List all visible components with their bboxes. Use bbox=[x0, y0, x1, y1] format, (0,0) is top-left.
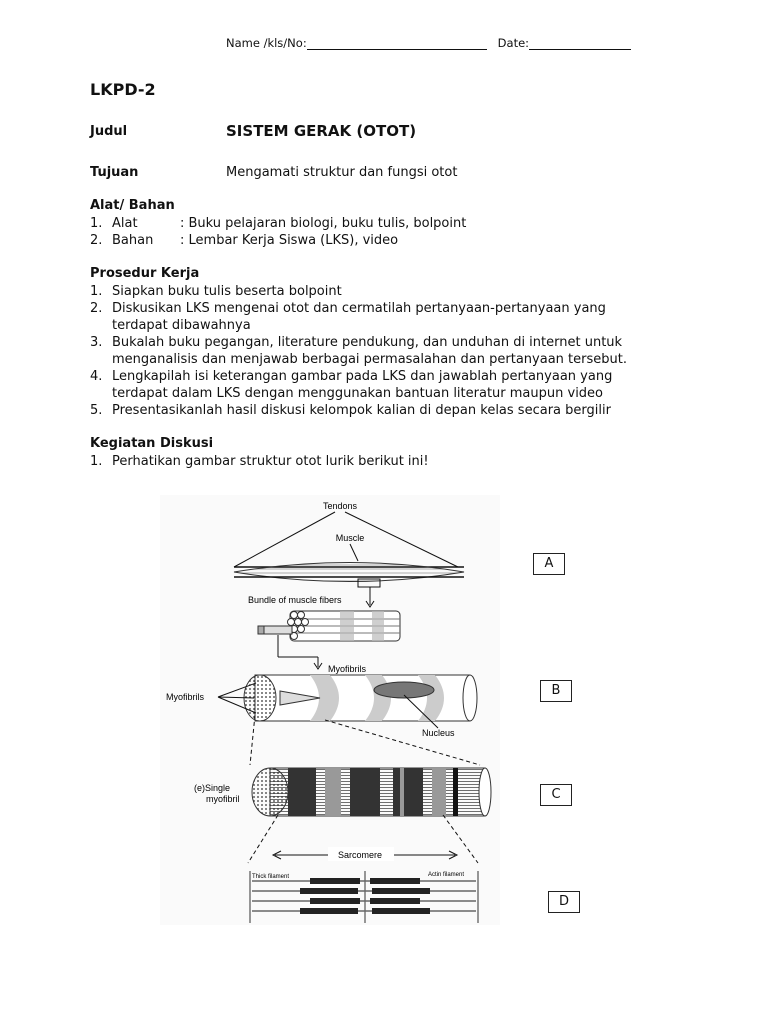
judul-value: SISTEM GERAK (OTOT) bbox=[226, 122, 417, 140]
muscle-label: Muscle bbox=[335, 533, 365, 543]
alat-bahan-heading: Alat/ Bahan bbox=[90, 198, 175, 213]
single-myofibril bbox=[252, 768, 491, 816]
list-item: 5. Presentasikanlah hasil diskusi kelompok kalian di depan kelas secara bergilir bbox=[90, 403, 611, 418]
single-myofibril-label-2: myofibril bbox=[206, 794, 240, 804]
list-item: 4. Lengkapilah isi keterangan gambar pada LKS dan jawablah pertanyaan yang terdapat dalam LKS dengan menggunakan bantuan literatur maupun video bbox=[90, 369, 613, 401]
list-item: 3. Bukalah buku pegangan, literature pendukung, dan unduhan di internet untuk menganalisis dan menjawab berbagai permasalahan dan pertanyaan tersebut. bbox=[90, 335, 627, 367]
alat-bahan-list bbox=[90, 215, 690, 249]
list-item: 1. Alat : Buku pelajaran biologi, buku tulis, bolpoint bbox=[90, 216, 467, 231]
judul-label: Judul bbox=[90, 124, 128, 139]
tujuan-label: Tujuan bbox=[90, 165, 139, 180]
muscle-fiber bbox=[244, 675, 477, 721]
actin-filament-label: Actin filament bbox=[428, 872, 465, 878]
myofibrils-left-label: Myofibrils bbox=[166, 692, 205, 702]
prosedur-list bbox=[90, 283, 662, 419]
name-blank[interactable] bbox=[307, 37, 487, 50]
prosedur-heading: Prosedur Kerja bbox=[90, 266, 200, 281]
thick-filament-label: Thick filament bbox=[252, 874, 290, 880]
tendons-label: Tendons bbox=[322, 501, 358, 511]
kegiatan-list bbox=[90, 453, 650, 470]
answer-box-c[interactable]: C bbox=[540, 784, 572, 806]
list-item: 1. Perhatikan gambar struktur otot lurik berikut ini! bbox=[90, 454, 429, 469]
myofibrils-top-label: Myofibrils bbox=[328, 664, 367, 674]
muscle-structure-figure bbox=[160, 495, 500, 925]
nucleus-label: Nucleus bbox=[422, 728, 455, 738]
answer-box-b[interactable]: B bbox=[540, 680, 572, 702]
kegiatan-heading: Kegiatan Diskusi bbox=[90, 436, 214, 451]
list-item: 2. Diskusikan LKS mengenai otot dan cermatilah pertanyaan-pertanyaan yang terdapat dibawahnya bbox=[90, 301, 606, 333]
name-label: Name /kls/No: bbox=[226, 36, 307, 50]
single-myofibril-label-1: (e)Single bbox=[194, 783, 231, 793]
header-line bbox=[226, 36, 631, 50]
list-item: 2. Bahan : Lembar Kerja Siswa (LKS), video bbox=[90, 233, 399, 248]
sarcomere-label: Sarcomere bbox=[337, 850, 383, 860]
answer-box-d[interactable]: D bbox=[548, 891, 580, 913]
tujuan-value: Mengamati struktur dan fungsi otot bbox=[226, 165, 458, 180]
date-label: Date: bbox=[497, 36, 530, 50]
document-code: LKPD-2 bbox=[90, 80, 156, 99]
date-blank[interactable] bbox=[529, 37, 631, 50]
bundle-label: Bundle of muscle fibers bbox=[248, 595, 342, 605]
list-item: 1. Siapkan buku tulis beserta bolpoint bbox=[90, 284, 342, 299]
answer-box-a[interactable]: A bbox=[533, 553, 565, 575]
